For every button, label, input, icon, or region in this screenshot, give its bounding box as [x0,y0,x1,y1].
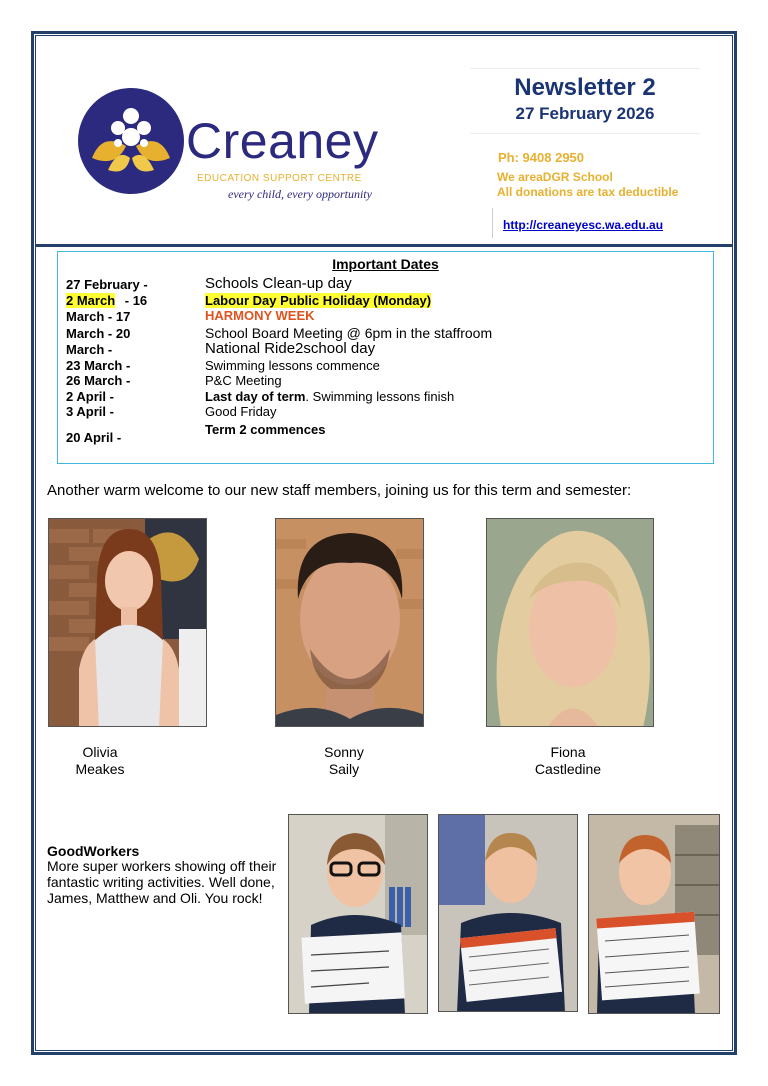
event-text: P&C Meeting [205,373,282,388]
dgr-line-1: We areaDGR School [497,170,613,184]
staff-first-name: Sonny [324,744,364,760]
title-rule-top [470,68,700,69]
logo-flower-icon [78,88,184,194]
event-text [205,293,431,308]
staff-name [512,744,624,778]
date-label: March - 20 [66,326,131,341]
event-rest: . Swimming lessons finish [305,389,455,404]
date-label: 27 February - [66,277,148,292]
date-label-range: - 16 [124,293,148,308]
staff-last-name: Saily [328,761,360,777]
event-harmony-week: HARMONY WEEK [205,308,315,323]
dgr-notice [497,170,678,200]
date-label [66,293,147,308]
goodworkers-title: GoodWorkers [47,843,140,859]
date-label: March - [66,342,113,357]
staff-photo [48,518,207,727]
url-divider [492,208,493,238]
event-text: Good Friday [205,404,277,419]
student-photo [438,814,578,1012]
staff-first-name: Olivia [82,744,118,760]
date-label: March - 17 [66,309,131,324]
staff-last-name: Castledine [534,761,602,777]
goodworkers-text: More super workers showing off their fantastic writing activities. Well done, James, Matthew and Oli. You rock! [47,858,277,906]
date-label: 26 March - [66,373,131,388]
date-label: 20 April - [66,430,122,445]
welcome-text: Another warm welcome to our new staff members, joining us for this term and semester: [47,482,632,499]
newsletter-title: Newsletter 2 [514,74,656,101]
date-label-highlight: 2 March [66,293,116,308]
student-photo [288,814,428,1014]
school-logo-emblem [78,88,184,194]
event-highlight: Labour Day Public Holiday (Monday) [205,293,432,308]
logo-subtitle: EDUCATION SUPPORT CENTRE [197,173,362,184]
phone-number: Ph: 9408 2950 [498,150,585,165]
staff-name [292,744,396,778]
title-rule-bottom [470,133,700,134]
dgr-line-2: All donations are tax deductible [497,185,679,199]
important-dates-box [57,251,714,464]
newsletter-date: 27 February 2026 [515,104,655,123]
staff-photo [275,518,424,727]
event-text: Term 2 commences [205,422,326,437]
student-photo [588,814,720,1014]
date-label: 3 April - [66,404,114,419]
logo-tagline: every child, every opportunity [228,187,372,201]
date-label: 23 March - [66,358,131,373]
staff-first-name: Fiona [550,744,586,760]
event-text: Swimming lessons commence [205,358,380,373]
website-link[interactable]: http://creaneyesc.wa.edu.au [503,218,664,232]
staff-photo [486,518,654,727]
date-label: 2 April - [66,389,114,404]
event-bold: Last day of term [205,389,306,404]
logo-wordmark: Creaney [186,113,379,169]
event-text [205,389,454,404]
staff-name [48,744,152,778]
event-text: School Board Meeting @ 6pm in the staffroom [205,325,493,341]
header-divider [35,244,733,247]
event-text: National Ride2school day [205,340,376,357]
staff-last-name: Meakes [75,761,125,777]
event-text: Schools Clean-up day [205,275,352,292]
important-dates-title: Important Dates [332,256,439,272]
